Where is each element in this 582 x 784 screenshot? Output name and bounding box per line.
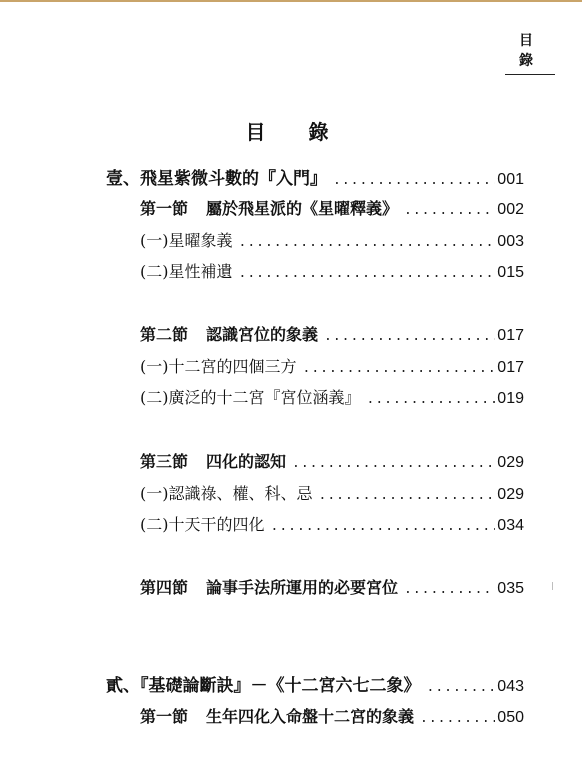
- section-number: 第四節: [140, 578, 189, 597]
- item-title: (二)星性補遺: [140, 262, 233, 281]
- item-page: 019: [497, 390, 524, 407]
- leader-dots: [271, 519, 496, 534]
- item-title: (一)認識祿、權、科、忌: [140, 484, 313, 503]
- section-page: 029: [497, 454, 524, 471]
- section-number: 第二節: [140, 325, 189, 344]
- section-number: 第一節: [140, 707, 189, 726]
- section-title: 論事手法所運用的必要宮位: [206, 578, 399, 597]
- toc-chapter-2-label: 貳、『基礎論斷訣』－《十二宮六七二象》: [106, 676, 421, 696]
- item-page: 029: [497, 486, 524, 503]
- item-page: 003: [497, 233, 524, 250]
- item-title: (二)廣泛的十二宮『宮位涵義』: [140, 388, 361, 407]
- toc-chapter-1-label: 壹、飛星紫微斗數的『入門』: [106, 169, 327, 189]
- leader-dots: [324, 329, 495, 344]
- item-page: 034: [497, 517, 524, 534]
- section-title: 屬於飛星派的《星曜釋義》: [206, 199, 399, 218]
- toc-item-1-3-2: [140, 512, 524, 535]
- section-number: 第一節: [140, 199, 189, 218]
- leader-dots: [239, 266, 496, 281]
- section-title: 認識宮位的象義: [206, 325, 319, 344]
- toc-section-2-1: [140, 704, 524, 727]
- section-title: 生年四化入命盤十二宮的象義: [206, 707, 415, 726]
- item-title: (一)十二宮的四個三方: [140, 357, 297, 376]
- leader-dots: [367, 392, 496, 407]
- item-page: 017: [497, 359, 524, 376]
- leader-dots: [404, 203, 495, 218]
- toc-section-1-1: [140, 196, 524, 219]
- toc-section-1-2: [140, 322, 524, 345]
- toc-chapter-1-page: 001: [497, 171, 524, 188]
- toc-item-1-2-2: [140, 385, 524, 408]
- toc-item-1-2-1: [140, 354, 524, 377]
- toc-section-1-4: [140, 575, 524, 598]
- toc-chapter-2: [106, 671, 524, 696]
- toc-item-1-1-2: [140, 259, 524, 282]
- item-page: 015: [497, 264, 524, 281]
- toc-chapter-1: [106, 164, 524, 189]
- section-page: 002: [497, 201, 524, 218]
- toc-section-1-3: [140, 449, 524, 472]
- section-page: 017: [497, 327, 524, 344]
- page-title: 目 錄: [245, 120, 347, 144]
- toc-item-1-3-1: [140, 481, 524, 504]
- leader-dots: [239, 235, 496, 250]
- toc-chapter-2-page: 043: [497, 678, 524, 695]
- leader-dots: [427, 680, 496, 695]
- leader-dots: [333, 173, 495, 188]
- top-border-rule: [0, 0, 582, 2]
- leader-dots: [292, 456, 495, 471]
- section-title: 四化的認知: [206, 452, 287, 471]
- section-number: 第三節: [140, 452, 189, 471]
- running-header: 目 錄: [505, 30, 555, 75]
- leader-dots: [420, 711, 495, 726]
- scan-mark: [552, 582, 553, 590]
- section-page: 035: [497, 580, 524, 597]
- toc-item-1-1-1: [140, 228, 524, 251]
- item-title: (一)星曜象義: [140, 231, 233, 250]
- leader-dots: [303, 361, 496, 376]
- leader-dots: [319, 488, 496, 503]
- section-page: 050: [497, 709, 524, 726]
- leader-dots: [404, 582, 495, 597]
- item-title: (二)十天干的四化: [140, 515, 265, 534]
